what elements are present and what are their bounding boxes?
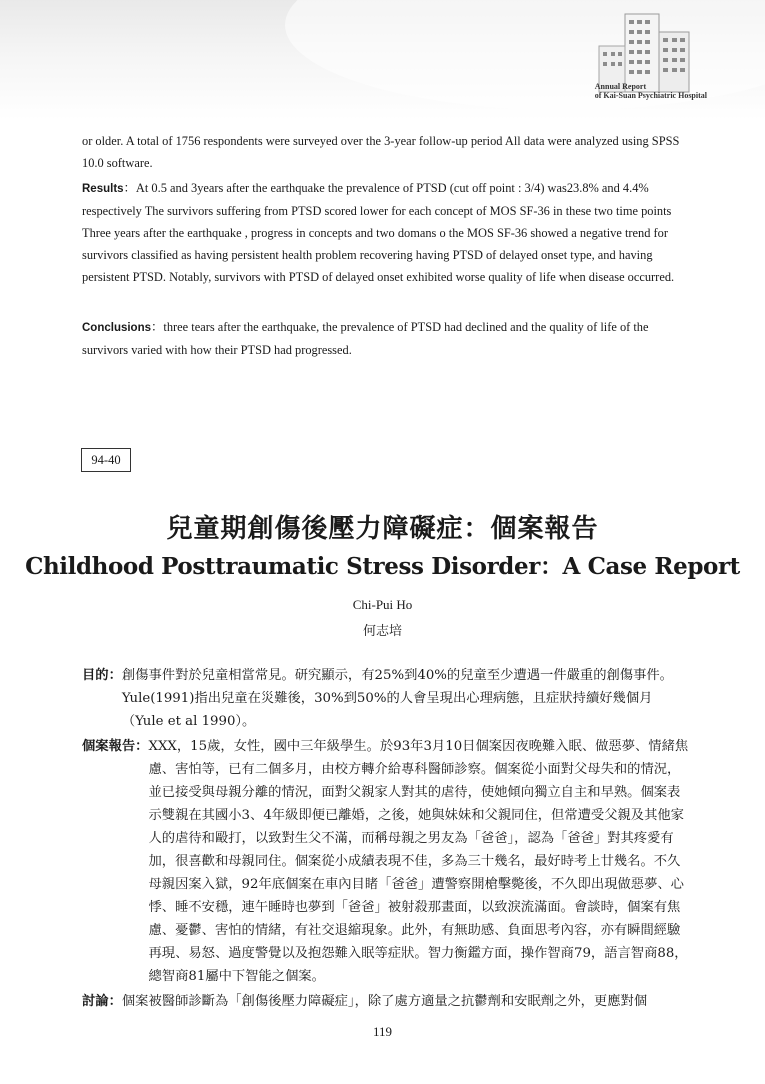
purpose-label: 目的： <box>82 668 122 683</box>
case-report-label: 個案報告： <box>82 739 149 754</box>
discussion-label: 討論： <box>82 994 122 1009</box>
annual-report-line1: Annual Report <box>594 82 647 91</box>
discussion-text: 個案被醫師診斷為「創傷後壓力障礙症」，除了處方適量之抗鬱劑和安眠劑之外，更應對個 <box>121 994 648 1009</box>
conclusions-label: Conclusions <box>82 322 152 334</box>
method-tail-paragraph <box>82 130 688 174</box>
author-name-en: Chi-Pui Ho <box>352 597 413 612</box>
header-band <box>0 0 765 120</box>
conclusions-text: ：three tears after the earthquake, the prevalence of PTSD had declined and the quality of life of the survivors varied with how their PTSD had progressed. <box>82 320 649 357</box>
article-title-zh: 兒童期創傷後壓力障礙症：個案報告 <box>166 514 599 544</box>
article-title-en: Childhood Posttraumatic Stress Disorder：A Case Report <box>25 553 740 580</box>
annual-report-line2: of Kai-Suan Psychiatric Hospital <box>594 91 707 100</box>
results-label: Results <box>82 183 124 195</box>
case-report-section <box>82 735 692 988</box>
method-tail-text: or older. A total of 1756 respondents were surveyed over the 3-year follow-up period All data were analyzed using SPSS 10.0 software. <box>82 134 680 170</box>
annual-report-caption <box>595 82 707 100</box>
results-paragraph <box>82 177 688 288</box>
purpose-text: 創傷事件對於兒童相當常見。研究顯示，有25%到40%的兒童至少遭遇一件嚴重的創傷事件。Yule(1991)指出兒童在災難後，30%到50%的人會呈現出心理病態，且症狀持續好幾個月（Yule et al 1990）。 <box>121 668 673 729</box>
results-text: ：At 0.5 and 3years after the earthquake the prevalence of PTSD (cut off point : 3/4) was23.8% and 4.4% respectively The survivors suffering from PTSD scored lower for each concept of MOS SF-36 in these two time points Three years after the earthquake , progress in concepts and two domans o the MOS SF-36 showed a negative trend for survivors classified as having persistent health problem recovering having PTSD of delayed onset type, and having persistent PTSD. Notably, survivors with PTSD of delayed onset exhibited worse quality of life when disease occurred. <box>82 181 675 284</box>
conclusions-paragraph <box>82 316 688 361</box>
page-number: 119 <box>372 1024 393 1039</box>
article-number-box: 94-40 <box>81 448 131 472</box>
author-name-zh: 何志培 <box>362 623 402 638</box>
case-report-text: XXX，15歲，女性，國中三年級學生。於93年3月10日個案因夜晚難入眠、做惡夢、情緒焦慮、害怕等，已有二個多月，由校方轉介給專科醫師診察。個案從小面對父母失和的情況，並已接受與母親分離的情況，面對父親家人對其的虐待，使她傾向獨立自主和早熟。個案表示雙親在其國小3、4年級即便已離婚，之後，她與妹妹和父親同住，但常遭受父親及其他家人的虐待和毆打，以致對生父不滿，而稱母親之男友為「爸爸」，認為「爸爸」對其疼愛有加，很喜歡和母親同住。個案從小成績表現不佳，多為三十幾名，最好時考上廿幾名。不久母親因案入獄，92年底個案在車內目睹「爸爸」遭警察開槍擊斃後，不久即出現做惡夢、心悸、睡不安穩，連午睡時也夢到「爸爸」被射殺那畫面，以致淚流滿面。會談時，個案有焦慮、憂鬱、害怕的情緒，有社交退縮現象。此外，有無助感、負面思考內容，亦有瞬間經驗再現、易怒、過度警覺以及抱怨難入眠等症狀。智力衡鑑方面，操作智商79，語言智商88，總智商81屬中下智能之個案。 <box>148 739 689 984</box>
purpose-section <box>82 664 692 733</box>
discussion-section <box>82 990 692 1013</box>
